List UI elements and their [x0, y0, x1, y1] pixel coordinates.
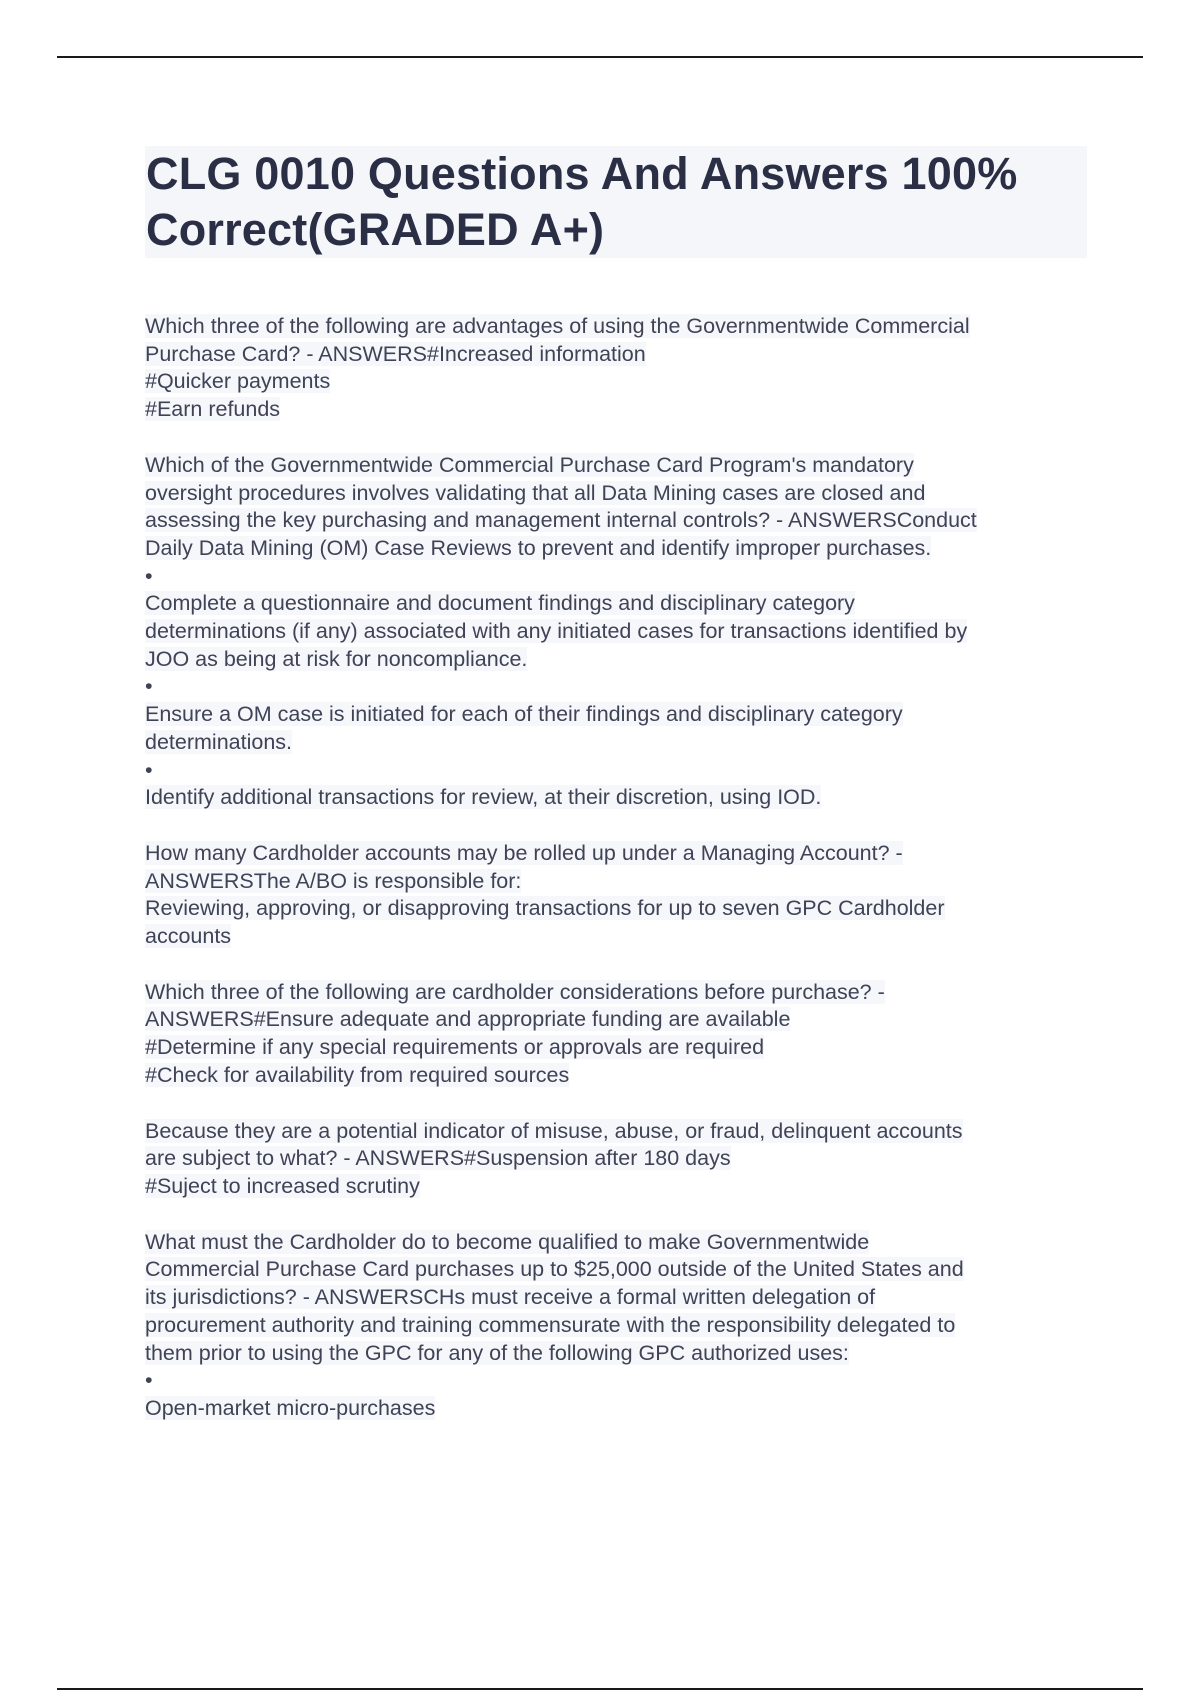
text-line: Complete a questionnaire and document findings and disciplinary category [145, 591, 855, 616]
document-body [145, 313, 1095, 1451]
title-line: Correct(GRADED A+) [146, 204, 605, 255]
text-line: Ensure a OM case is initiated for each of their findings and disciplinary category [145, 702, 903, 727]
qa-paragraph-2 [145, 452, 1095, 812]
text-line: #Check for availability from required sources [145, 1062, 570, 1087]
text-line: What must the Cardholder do to become qualified to make Governmentwide [145, 1229, 870, 1254]
title-block [145, 146, 1087, 258]
text-line: ANSWERS#Ensure adequate and appropriate funding are available [145, 1007, 791, 1032]
text-line: #Earn refunds [145, 397, 281, 422]
text-line: Open-market micro-purchases [145, 1395, 436, 1420]
text-line: Which three of the following are advantages of using the Governmentwide Commercial [145, 314, 970, 338]
qa-paragraph-5 [145, 1118, 1095, 1201]
title-line: CLG 0010 Questions And Answers 100% [146, 148, 1018, 199]
text-line: Which three of the following are cardholder considerations before purchase? - [145, 979, 885, 1004]
text-line: its jurisdictions? - ANSWERSCHs must receive a formal written delegation of [145, 1285, 876, 1310]
text-line: #Suject to increased scrutiny [145, 1173, 420, 1198]
bullet-marker: • [145, 563, 153, 588]
text-line: oversight procedures involves validating that all Data Mining cases are closed and [145, 480, 926, 505]
text-line: Commercial Purchase Card purchases up to $25,000 outside of the United States and [145, 1257, 964, 1282]
text-line: Purchase Card? - ANSWERS#Increased information [145, 341, 646, 366]
text-line: Reviewing, approving, or disapproving transactions for up to seven GPC Cardholder [145, 896, 945, 921]
bullet-marker: • [145, 674, 153, 699]
text-line: Which of the Governmentwide Commercial Purchase Card Program's mandatory [145, 452, 914, 477]
text-line: Daily Data Mining (OM) Case Reviews to prevent and identify improper purchases. [145, 535, 932, 560]
text-line: How many Cardholder accounts may be rolled up under a Managing Account? - [145, 840, 903, 865]
top-divider [57, 56, 1143, 58]
text-line: accounts [145, 924, 232, 949]
text-line: Because they are a potential indicator of misuse, abuse, or fraud, delinquent accounts [145, 1118, 963, 1143]
text-line: assessing the key purchasing and management internal controls? - ANSWERSConduct [145, 508, 977, 533]
qa-paragraph-4 [145, 979, 1095, 1090]
page-title [145, 146, 1087, 258]
text-line: them prior to using the GPC for any of the following GPC authorized uses: [145, 1340, 849, 1365]
text-line: determinations. [145, 729, 292, 754]
bullet-marker: • [145, 1368, 153, 1393]
text-line: ANSWERSThe A/BO is responsible for: [145, 868, 522, 893]
text-line: JOO as being at risk for noncompliance. [145, 646, 528, 671]
text-line: #Determine if any special requirements or approvals are required [145, 1035, 765, 1060]
bullet-marker: • [145, 757, 153, 782]
text-line: Identify additional transactions for review, at their discretion, using IOD. [145, 785, 822, 810]
qa-paragraph-6 [145, 1229, 1095, 1423]
text-line: are subject to what? - ANSWERS#Suspension after 180 days [145, 1146, 731, 1171]
text-line: #Quicker payments [145, 369, 331, 394]
qa-paragraph-1 [145, 313, 1095, 424]
text-line: procurement authority and training commensurate with the responsibility delegated to [145, 1312, 956, 1337]
bottom-divider [57, 1688, 1143, 1690]
text-line: determinations (if any) associated with any initiated cases for transactions identified by [145, 619, 968, 644]
qa-paragraph-3 [145, 840, 1095, 951]
